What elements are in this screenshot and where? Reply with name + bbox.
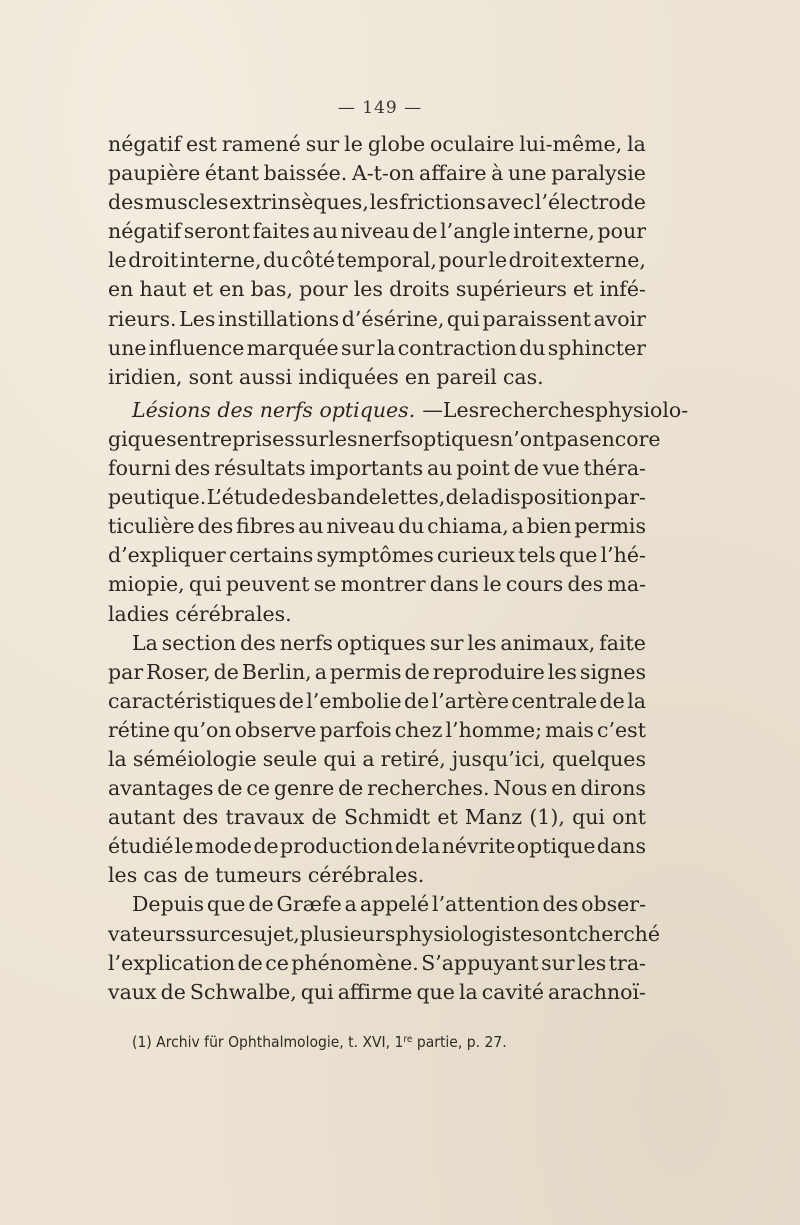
text-line: négatif est ramené sur le globe oculaire lui-même, la [108,132,646,156]
text-line: miopie, qui peuvent se montrer dans le cours des ma- [108,572,646,597]
text-line: fourni des résultats importants au point de vue théra- [108,456,646,481]
text-line: négatif seront faites au niveau de l’angle interne, pour [108,219,646,244]
text-line: rétine qu’on observe parfois chez l’homme; mais c’est [108,717,646,742]
footnote-text: (1) Archiv für Ophthalmologie, t. XVI, 1 [132,1033,404,1051]
footnote-superscript: re [403,1034,413,1045]
body-text [108,130,689,1007]
text-line: giques entreprises sur les nerfs optiques n’ont pas encore [108,426,661,451]
text-line: par Roser, de Berlin, a permis de reproduire les signes [108,659,646,684]
text-line: autant des travaux de Schmidt et Manz (1), qui ont [108,805,646,830]
text-line: caractéristiques de l’embolie de l’artère centrale de la [108,688,646,713]
text-line: le droit interne, du côté temporal, pour le droit externe, [108,248,646,273]
text-line: les cas de tumeurs cérébrales. [108,863,425,888]
text-line: iridien, sont aussi indiquées en pareil cas. [108,364,544,389]
text-line: ladies cérébrales. [108,601,292,626]
section-heading-line [108,396,689,425]
text-line: rieurs. Les instillations d’ésérine, qui paraissent avoir [108,306,646,331]
text-line: paupière étant baissée. A-t-on affaire à une paralysie [108,161,646,186]
text-line: vaux de Schwalbe, qui affirme que la cavité arachnoï- [108,979,646,1004]
text-line: la séméiologie seule qui a retiré, jusqu’ici, quelques [108,746,646,771]
text-line: Depuis que de Græfe a appelé l’attention des obser- [132,892,646,917]
section-heading: Lésions des nerfs optiques. [132,397,416,422]
text-line: peutique. L’étude des bandelettes, de la disposition par- [108,485,646,510]
text-line: La section des nerfs optiques sur les animaux, faite [132,630,646,655]
text-line: l’explication de ce phénomène. S’appuyant sur les tra- [108,950,646,975]
text-line: une influence marquée sur la contraction du sphincter [108,335,646,360]
text-line: avantages de ce genre de recherches. Nous en dirons [108,776,646,801]
text-line: ticulière des fibres au niveau du chiama, a bien permis [108,514,646,539]
footnote [132,1033,507,1051]
page-number: — 149 — [337,98,423,118]
text-line: étudié le mode de production de la névrite optique dans [108,834,646,859]
text-line: des muscles extrinsèques, les frictions avec l’électrode [108,190,646,215]
text-line: vateurs sur ce sujet, plusieurs physiologistes ont cherché [108,921,661,946]
text-line: — Les recherches physiolo- [422,397,689,422]
text-line: d’expliquer certains symptômes curieux tels que l’hé- [108,543,646,568]
text-line: en haut et en bas, pour les droits supérieurs et infé- [108,277,646,302]
footnote-text-end: partie, p. 27. [412,1033,507,1051]
